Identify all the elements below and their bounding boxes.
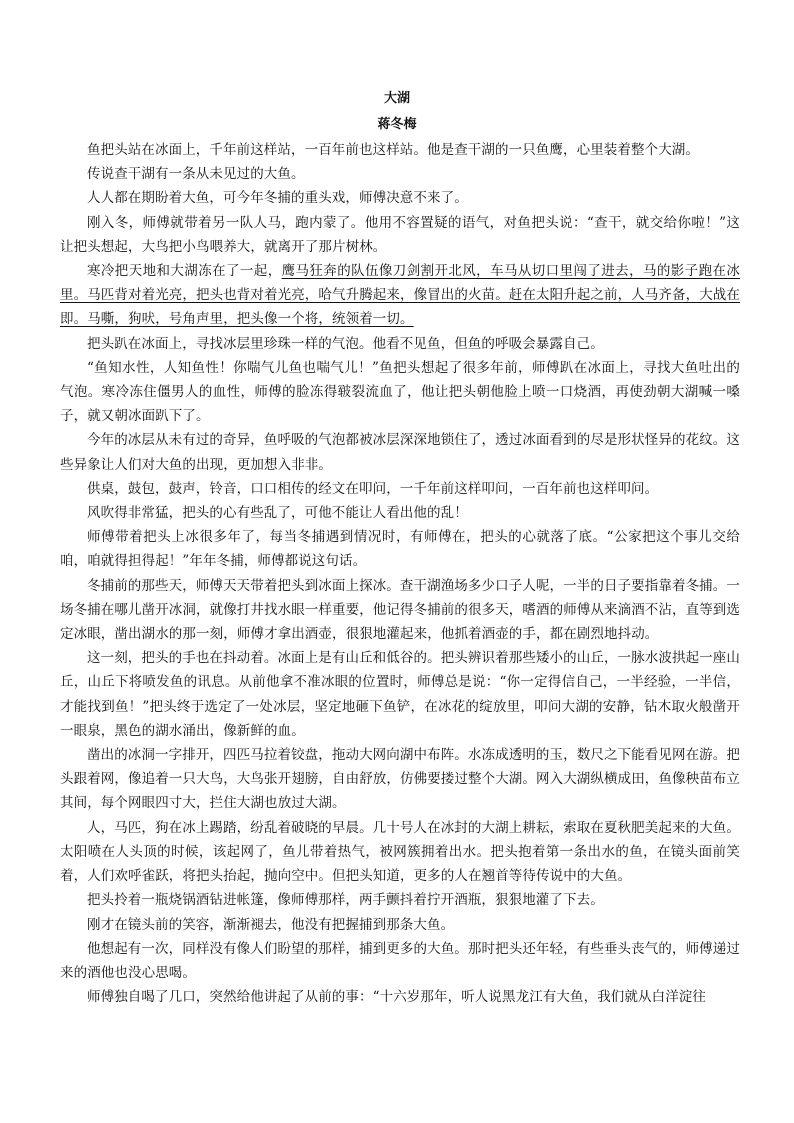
paragraph: 把头拎着一瓶烧锅酒钻进帐篷，像师傅那样，两手颤抖着拧开酒瓶，狠狠地灌了下去。: [87, 892, 604, 909]
paragraph: 今年的冰层从未有过的奇异，鱼呼吸的气泡都被冰层深深地锁住了，透过冰面看到的尽是形状怪异的花纹。这些异象让人们对大鱼的出现，更加想入非非。: [60, 432, 740, 473]
paragraph: 凿出的冰洞一字排开，四匹马拉着铰盘，拖动大网向湖中布阵。水冻成透明的玉，数尺之下能看见网在游。把头跟着网，像追着一只大鸟，大鸟张开翅膀，自由舒放，仿佛要搂过整个大湖。网入大湖纵横成田，鱼像秧苗布立其间，每个网眼四寸大，拦住大湖也放过大湖。: [60, 747, 740, 812]
paragraph: 师傅带着把头上冰很多年了，每当冬捕遇到情况时，有师傅在，把头的心就落了底。“公家把这个事儿交给咱，咱就得担得起！”年年冬捕，师傅都说这句话。: [60, 529, 740, 570]
paragraph: 人人都在期盼着大鱼，可今年冬捕的重头戏，师傅决意不来了。: [87, 190, 468, 207]
paragraph: 鱼把头站在冰面上，千年前这样站，一百年前也这样站。他是查干湖的一只鱼鹰，心里装着整个大湖。: [87, 142, 699, 158]
paragraph: 刚才在镜头前的笑容，渐渐褪去，他没有把握捕到那条大鱼。: [87, 916, 455, 933]
paragraph-underlined: [60, 259, 740, 332]
article-title: 大湖: [383, 91, 410, 106]
paragraph: 这一刻，把头的手也在抖动着。冰面上是有山丘和低谷的。把头辨识着那些矮小的山丘，一脉水波拱起一座山丘，山丘下将喷发鱼的讯息。从前他拿不准冰眼的位置时，师傅总是说：“你一定得信自己，一半经验，一半信，才能找到鱼！”把头终于选定了一处冰层，坚定地砸下鱼铲，在冰花的绽放里，叩问大湖的安静，钻木取火般凿开一眼泉，黑色的湖水涌出，像新鲜的血。: [60, 650, 740, 739]
article-body: [60, 138, 740, 1009]
paragraph: 师傅独自喝了几口，突然给他讲起了从前的事：“十六岁那年，听人说黑龙江有大鱼，我们就从白洋淀往: [87, 989, 706, 1006]
paragraph: 供桌，鼓包，鼓声，铃音，口口相传的经文在叩问，一千年前这样叩问，一百年前也这样叩问。: [87, 480, 659, 497]
paragraph: “鱼知水性，人知鱼性！你喘气儿鱼也喘气儿！”鱼把头想起了很多年前，师傅趴在冰面上，寻找大鱼吐出的气泡。寒冷冻住僵男人的血性，师傅的脸冻得皲裂流血了，他让把头朝他脸上喷一口烧酒，再使劲朝大湖喊一嗓子，就又朝冰面趴下了。: [60, 359, 740, 425]
article-author: 蒋冬梅: [377, 117, 417, 132]
paragraph: 人，马匹，狗在冰上踢踏，纷乱着破晓的早晨。几十号人在冰封的大湖上耕耘，索取在夏秋肥美起来的大鱼。太阳喷在人头顶的时候，该起网了，鱼儿带着热气，被网簇拥着出水。把头抱着第一条出水的鱼，在镜头面前笑着，人们欢呼雀跃，将把头抬起，抛向空中。但把头知道，更多的人在翘首等待传说中的大鱼。: [60, 819, 740, 885]
paragraph: 刚入冬，师傅就带着另一队人马，跑内蒙了。他用不容置疑的语气，对鱼把头说：“查干，就交给你啦！”这让把头想起，大鸟把小鸟喂养大，就离开了那片树林。: [60, 214, 740, 255]
paragraph: 冬捕前的那些天，师傅天天带着把头到冰面上探冰。查干湖渔场多少口子人呢，一半的日子要指靠着冬捕。一场冬捕在哪儿凿开冰洞，就像打井找水眼一样重要，他记得冬捕前的很多天，嗜酒的师傅从来滴酒不沾，直等到选定冰眼，凿出湖水的那一刻，师傅才拿出酒壶，很狠地灌起来，他抓着酒壶的手，都在剧烈地抖动。: [60, 577, 740, 643]
paragraph: 他想起有一次，同样没有像人们盼望的那样，捕到更多的大鱼。那时把头还年轻，有些垂头丧气的，师傅递过来的酒他也没心思喝。: [60, 940, 740, 981]
paragraph: 把头趴在冰面上，寻找冰层里珍珠一样的气泡。他看不见鱼，但鱼的呼吸会暴露自己。: [87, 335, 604, 352]
paragraph-plain-start: 寒冷把天地和大湖冻在了一起，: [87, 263, 282, 280]
paragraph: 传说查干湖有一条从未见过的大鱼。: [87, 166, 305, 183]
underlined-passage: 鹰马狂奔的队伍像刀剑割开北风，车马从切口里闯了进去，马的影子跑在冰里。马匹背对着光亮，把头也背对着光亮，哈气升腾起来，像冒出的火苗。赶在太阳升起之前，人马齐备，大战在即。马嘶，狗吠，号角声里，把头像一个将，统领着一切。: [60, 263, 740, 328]
paragraph: 风吹得非常猛，把头的心有些乱了，可他不能让人看出他的乱！: [87, 505, 468, 522]
